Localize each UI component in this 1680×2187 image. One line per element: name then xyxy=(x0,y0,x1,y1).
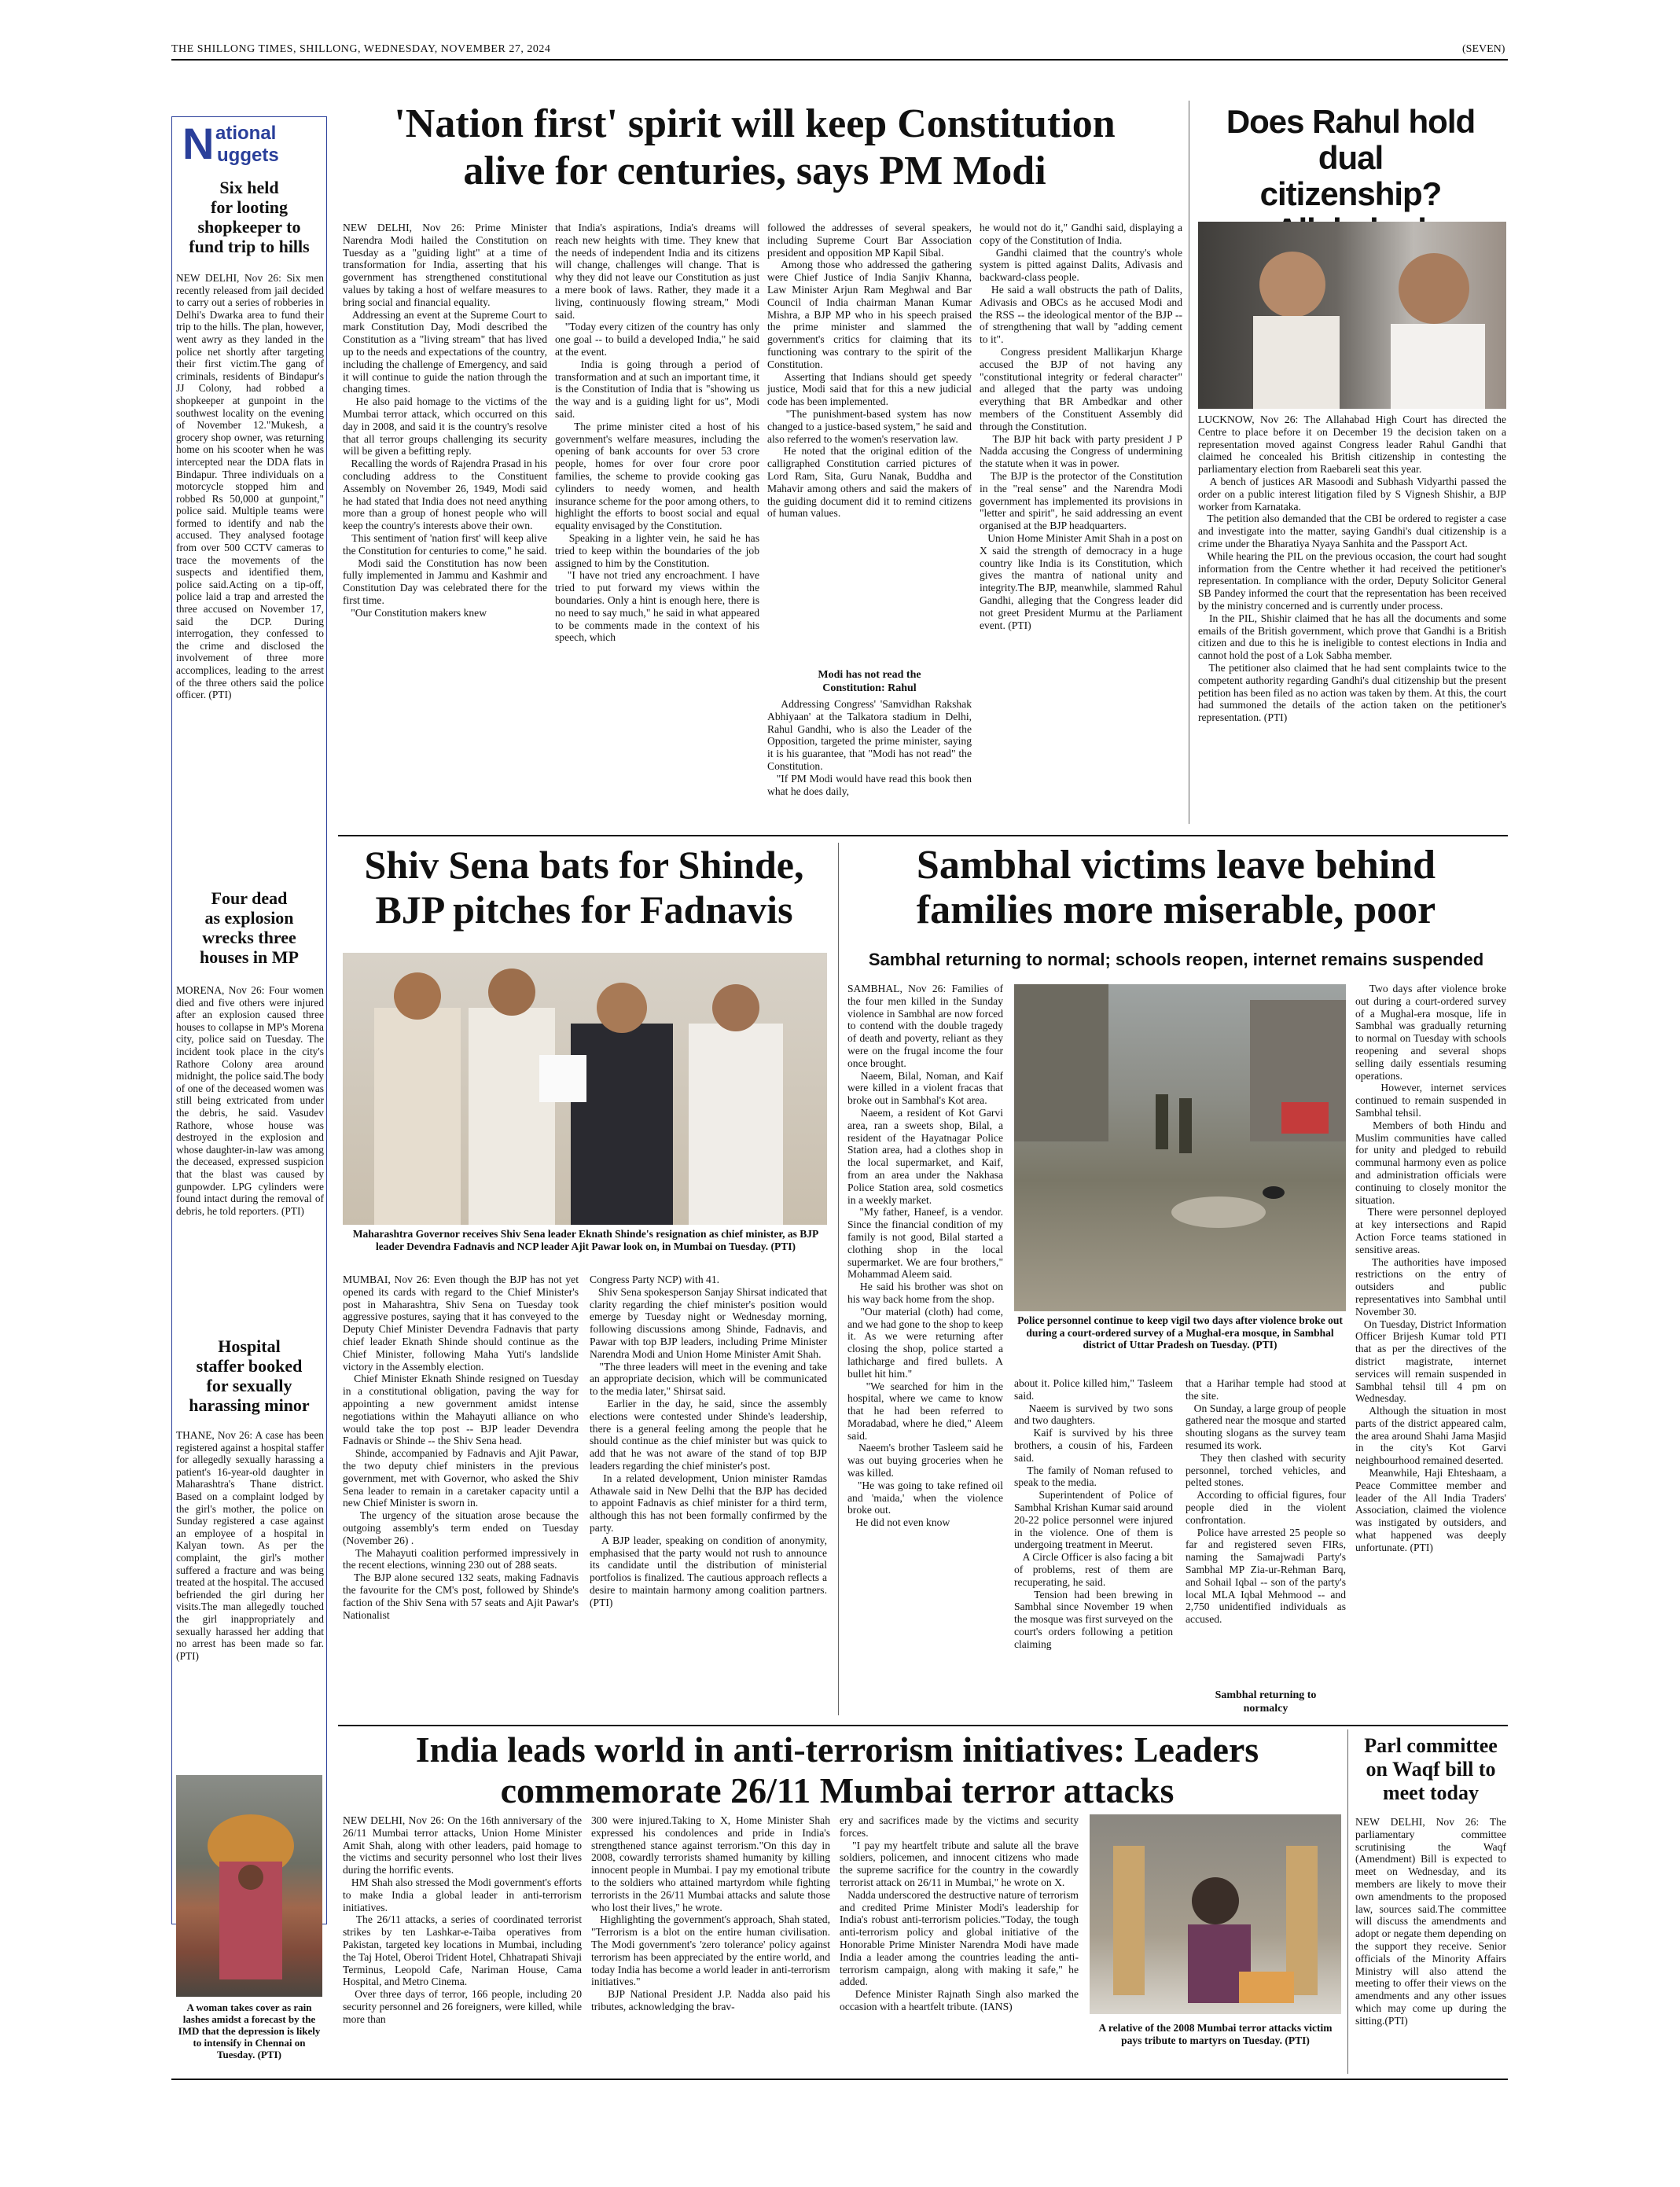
waqf-headline: Parl committee on Waqf bill to meet today xyxy=(1364,1734,1498,1804)
waqf-body: NEW DELHI, Nov 26: The parliamentary committee scrutinising the Waqf (Amendment) Bill is expected to meet on Wednesday, and its members are likely to move their own amendments to the proposed law, sources said.The committee will discuss the amendments and adopt or negate them depending on the support they receive. Senior officials of the Minority Affairs Ministry will also attend the meeting to offer their views on the amendments and any other issues which may come up during the sitting.(PTI) xyxy=(1355,1816,1509,2027)
nugget2-headline: Four dead as explosion wrecks three houses in MP xyxy=(200,888,299,967)
sambhal-headline: Sambhal victims leave behind families more miserable, poor xyxy=(916,843,1436,932)
sambhal-col3: that a Harihar temple had stood at the site. On Sunday, a large group of people gathered near the mosque and started shouting slogans as the survey team resumed its work. They then clashed with security personnel, torched vehicles, and pelted stones. According to official figures, four people died in the violent confrontation. Police have arrested 25 people so far and registered seven FIRs, naming the Samajwadi Party's Sambhal MP Zia-ur-Rehman Barq, and Sohail Iqbal -- son of the party's local MLA Iqbal Mehmood -- and 2,750 unidentified individuals as accused. xyxy=(1186,1377,1346,1626)
terror-col1: NEW DELHI, Nov 26: On the 16th anniversary of the 26/11 Mumbai terror attacks, Union Home Minister Amit Shah, along with other leaders, paid homage to the victims and security personnel who lost their lives during the horrific events. HM Shah also stressed the Modi government's efforts to make India a global leader in anti-terrorism initiatives. The 26/11 attacks, a series of coordinated terrorist strikes by ten Lashkar-e-Taiba operatives from Pakistan, targeted key locations in Mumbai, including the Taj Hotel, Oberoi Trident Hotel, Chhatrapati Shivaji Terminus, Leopold Cafe, Nariman House, Cama Hospital, and Metro Cinema. Over three days of terror, 166 people, including 20 security personnel and 26 foreigners, were killed, while more than xyxy=(343,1814,583,2025)
chennai-rain-photo xyxy=(176,1775,322,1997)
shivsena-divider xyxy=(838,843,839,1715)
modi-col1: NEW DELHI, Nov 26: Prime Minister Narendra Modi hailed the Constitution on Tuesday as a "guiding light" at a time of transformation for India, asserting that his government has strengthened constitutional values by taking a host of welfare measures to bring social and financial equality. Addressing an event at the Supreme Court to mark Constitution Day, Modi described the Constitution as a "living stream" that has lived up to the needs and expectations of the country, including the challenge of Emergency, and said it will continue to guide the nation through the changing times. He also paid homage to the victims of the Mumbai terror attack, which occurred on this day in 2008, and said it is the country's resolve that all terror groups challenging its security will be given a befitting reply. Recalling the words of Rajendra Prasad in his concluding address to the Constituent Assembly on November 26, 1949, Modi said he had stated that India does not need anything more than a group of honest people who will keep the country's interests above their own. This sentiment of 'nation first' will keep alive the Constitution for centuries to come," he said. Modi said the Constitution has now been fully implemented in Jammu and Kashmir and Constitution Day was celebrated there for the first time. "Our Constitution makers knew xyxy=(343,222,547,619)
rahul-headline: Does Rahul hold dual citizenship? xyxy=(1226,103,1476,212)
rahul-kharge-photo xyxy=(1198,222,1506,409)
nugget3-body: THANE, Nov 26: A case has been registered against a hospital staffer for allegedly sexually harassing a patient's 16-year-old daughter in Maharashtra's Thane district. Based on a complaint lodged by the girl's mother, the police on Sunday registered a case against an employee of a hospital in Kalyan town. As per the complaint, the girl's mother suffered a fracture and was being treated at the hospital. The accused befriended the girl during her visits.The man allegedly touched the girl inappropriately and sexually harassed her adding that no arrest has been made so far. (PTI) xyxy=(176,1429,327,1662)
waqf-divider xyxy=(1347,1729,1348,2074)
sambhal-col4: Two days after violence broke out during a court-ordered survey of a Mughal-era mosque, life in Sambhal was gradually returning to normal on Tuesday with schools reopening and several shops selling daily essentials resuming operations. However, internet services continued to remain suspended in Sambhal tehsil. Members of both Hindu and Muslim communities have called for unity and pledged to rebuild communal harmony even as police and administration officials were continuing to closely monitor the situation. There were personnel deployed at key intersections and Rapid Action Force teams stationed in sensitive areas. The authorities have imposed restrictions on the entry of outsiders and public representatives into Sambhal until November 30. On Tuesday, District Information Officer Brijesh Kumar told PTI that as per the directives of the district magistrate, internet services will remain suspended in Sambhal tehsil till 4 pm on Wednesday. Although the situation in most parts of the district appeared calm, the area around Shahi Jama Masjid in the city's Kot Garvi neighbourhood remained deserted. Meanwhile, Haji Ehteshaam, a Peace Committee member and leader of the All India Traders' Association, claimed the violence was instigated by outsiders, and what happened was deeply unfortunate. (PTI) xyxy=(1355,983,1506,1553)
terror-headline: India leads world in anti-terrorism initiatives: Leaders commemorate 26/11 Mumbai terror attacks xyxy=(415,1729,1259,1810)
modi-col2: that India's aspirations, India's dreams will reach new heights with time. They knew that the needs of independent India and its citizens will change, challenges will change. That is why they did not leave our Constitution as just a mere book of laws. Rather, they made it a living, continuously flowing stream," Modi said. "Today every citizen of the country has only one goal -- to build a developed India," he said at the event. India is going through a period of transformation and at such an important time, it is the Constitution of India that is "showing us the way and is a guiding light for us", Modi said. The prime minister cited a host of his government's welfare measures, including the opening of bank accounts for over 53 crore people, homes for over four crore poor families, the scheme to provide cooking gas cylinders to needy women, and health insurance scheme for the poor among others, to highlight the efforts to boost social and equal equality envisaged by the Constitution. Speaking in a lighter vein, he said he has tried to keep within the boundaries of the job assigned to him by the Constitution. "I have not tried any encroachment. I have tried to put forward my views within the boundaries. Only a hint is enough here, there is no need to say much," he said in what appeared to be comments made in the context of his speech, which xyxy=(555,222,759,644)
nuggets-logo xyxy=(182,119,318,175)
sambhal-col2: about it. Police killed him," Tasleem said. Naeem is survived by two sons and two daughters. Kaif is survived by his three brothers, a cousin of his, Fardeen said. The family of Noman refused to speak to the media. Superintendent of Police of Sambhal Krishan Kumar said around 20-22 police personnel were injured in the violence. One of them is undergoing treatment in Meerut. A Circle Officer is also facing a bit of problems, rest of them are recuperating, he said. Tension had been brewing in Sambhal since November 19 when the mosque was first surveyed on the court's orders following a petition claiming xyxy=(1014,1377,1173,1650)
header-rule xyxy=(171,59,1508,61)
modi-col3a: followed the addresses of several speakers, including Supreme Court Bar Association president and opposition MP Kapil Sibal. Among those who addressed the gathering were Chief Justice of India Sanjiv Khanna, Law Minister Arjun Ram Meghwal and Bar Council of India chairman Manan Kumar Mishra, a BJP MP who in his speech praised the prime minister and slammed the government's critics for claiming that its functioning was contrary to the spirit of the Constitution. Asserting that Indians should get speedy justice, Modi said that for this a new judicial code has been implemented. "The punishment-based system has now changed to a justice-based system," he said and also referred to the women's reservation law. He noted that the original edition of the calligraphed Constitution carried pictures of Lord Ram, Sita, Guru Nanak, Buddha and Mahavir among others and said the makers of the guiding document did it to remind citizens of human values. xyxy=(767,222,972,520)
tribute-photo-caption: A relative of the 2008 Mumbai terror attacks victim pays tribute to martyrs on Tuesday. (PTI) xyxy=(1098,2022,1333,2046)
shinde-resignation-photo xyxy=(343,953,827,1225)
chennai-rain-caption: A woman takes cover as rain lashes amidst a forecast by the IMD that the depression is likely to intensify in Chennai on Tuesday. (PTI) xyxy=(178,2001,321,2060)
nuggets-logo-line2: uggets xyxy=(217,145,279,166)
terror-col3: ery and sacrifices made by the victims and security forces. "I pay my heartfelt tribute and salute all the brave soldiers, policemen, and innocent citizens who made the supreme sacrifice for the country in the cowardly terrorist attack on 26/11 in Mumbai," he wrote on X. Nadda underscored the destructive nature of terrorism and credited Prime Minister Modi's leadership for India's robust anti-terrorism policies."Today, the tough anti-terrorism policy and global initiative of the Honorable Prime Minister Narendra Modi have made India a leader among the countries leading the anti-terrorism campaign, along with making it safe," he added. Defence Minister Rajnath Singh also marked the occasion with a heartfelt tribute. (IANS) xyxy=(840,1814,1079,2012)
terror-col2: 300 were injured.Taking to X, Home Minister Shah expressed his condolences and pride in India's strengthened stance against terrorism."On this day in 2008, cowardly terrorists shamed humanity by killing innocent people in Mumbai. I pay my emotional tribute to the soldiers who attained martyrdom while fighting terrorists in the 26/11 Mumbai attacks and salute those who lost their lives," he wrote. Highlighting the government's approach, Shah stated, "Terrorism is a blot on the entire human civilisation. The Modi government's 'zero tolerance' policy against terrorism has been appreciated by the entire world, and today India has become a world leader in anti-terrorism initiatives." BJP National President J.P. Nadda also paid his tributes, acknowledging the brav- xyxy=(591,1814,830,2012)
shivsena-col1: MUMBAI, Nov 26: Even though the BJP has not yet opened its cards with regard to the Chief Minister's post in Maharashtra, Shiv Sena on Tuesday took aggressive postures, saying that it has conveyed to the Deputy Chief Minister Devendra Fadnavis that party chief leader Eknath Shinde should continue as the Chief Minister, following Maha Yuti's landslide victory in the Assembly election. Chief Minister Eknath Shinde resigned on Tuesday in a constitutional obligation, paving the way for appointing a new government amidst intense negotiations within the Mahayuti alliance on who would take the top post -- BJP leader Devendra Fadnavis or Shinde -- the Shiv Sena head. Shinde, accompanied by Fadnavis and Ajit Pawar, the two deputy chief ministers in the previous government, met with Governor, who asked the Shiv Sena leader to remain in a caretaker capacity until a new Chief Minister is sworn in. The urgency of the situation arose because the outgoing assembly's term ended on Tuesday (November 26) . The Mahayuti coalition performed impressively in the recent elections, winning 230 out of 288 seats. The BJP alone secured 132 seats, making Fadnavis the favourite for the CM's post, followed by Shinde's faction of the Shiv Sena with 57 seats and Ajit Pawar's Nationalist xyxy=(343,1274,579,1621)
nuggets-logo-line1: ational xyxy=(215,123,277,144)
shivsena-headline: Shiv Sena bats for Shinde, BJP pitches for Fadnavis xyxy=(364,843,804,932)
nugget3-headline: Hospital staffer booked for sexually harassing minor xyxy=(189,1336,310,1415)
modi-col4: he would not do it," Gandhi said, displaying a copy of the Constitution of India. Gandhi claimed that the country's whole system is pitted against Dalits, Adivasis and backward-class people. He said a wall obstructs the path of Dalits, Adivasis and OBCs as he accused Modi and the RSS -- the ideological mentor of the BJP -- of strengthening that wall by "adding cement to it". Congress president Mallikarjun Kharge accused the BJP of not having any "constitutional integrity or federal character" and alleged that the party was undoing everything that BR Ambedkar and other members of the Constituent Assembly did through the Constitution. The BJP hit back with party president J P Nadda accusing the Congress of undermining the statute when it was in power. The BJP is the protector of the Constitution in the "real sense" and the Narendra Modi government has implemented its provisions in "letter and spirit", he said addressing an event organised at the BJP headquarters. Union Home Minister Amit Shah in a post on X said the strength of democracy in a huge country like India is its Constitution, which gives the mantra of national unity and integrity.The BJP, meanwhile, slammed Rahul Gandhi, alleging that the Congress leader did not greet President Murmu at the Parliament event. (PTI) xyxy=(980,222,1183,631)
nugget2-body: MORENA, Nov 26: Four women died and five others were injured after an explosion caused three houses to collapse in MP's Morena city, police said on Tuesday. The incident took place in the city's Rathore Colony area around midnight, the police said.The body of one of the deceased women was still being extricated from under the debris, he said. Vasudev Rathore, whose house was destroyed in the explosion and whose daughter-in-law was among the deceased, expressed suspicion that the blast was caused by gunpowder. LPG cylinders were found intact during the removal of debris, he told reporters. (PTI) xyxy=(176,984,327,1217)
sambhal-col3-subhead: Sambhal returning to normalcy xyxy=(1215,1689,1317,1715)
sambhal-subhead: Sambhal returning to normal; schools reopen, internet remains suspended xyxy=(868,950,1484,969)
nugget1-body: NEW DELHI, Nov 26: Six men recently released from jail decided to carry out a series of robberies in Delhi's Dwarka area to fund their trip to the hills. The plan, however, went awry as they landed in the police net shortly after targeting their first victim.The gang of criminals, residents of Bindapur's JJ Colony, had robbed a shopkeeper at gunpoint in the southwest locality on the evening of November 12."Mukesh, a grocery shop owner, was returning home on his scooter when he was intercepted near the DDA flats in Bindapur. Three individuals on a motorcycle stopped him and robbed Rs 50,000 at gunpoint," police said. Multiple teams were formed to identify and nab the accused. They analysed footage from over 500 CCTV cameras to trace the movements of the suspects and identified them, police said.Acting on a tip-off, police laid a trap and arrested the three accused on November 17, said the DCP. During interrogation, they confessed to the crime and disclosed the involvement of three more accomplices, leading to the arrest of the three others said the police officer. (PTI) xyxy=(176,272,327,701)
footer-rule xyxy=(171,2079,1508,2080)
row2-rule xyxy=(338,1725,1508,1726)
modi-col3b: Addressing Congress' 'Samvidhan Rakshak Abhiyaan' at the Talkatora stadium in Delhi, Rahul Gandhi, who is also the Leader of the Opposition, targeted the prime minister, saying it is his guarantee, that "Modi has not read" the Constitution. "If PM Modi would have read this book then what he does daily, xyxy=(767,698,972,797)
sambhal-police-photo xyxy=(1014,984,1346,1311)
tribute-photo xyxy=(1090,1814,1341,2014)
shivsena-col2: Congress Party NCP) with 41. Shiv Sena spokesperson Sanjay Shirsat indicated that clarity regarding the chief minister's position would emerge by Tuesday night or Wednesday morning, following discussions among Shinde, Fadnavis, and Pawar with top BJP leaders, including Prime Minister Narendra Modi and Union Home Minister Amit Shah. "The three leaders will meet in the evening and take an appropriate decision, which will be communicated to the media later," Shirsat said. Earlier in the day, he said, since the assembly elections were contested under Shinde's leadership, there is a general feeling among the people that he should continue as the chief minister but was quick to add that he was not aware of the stand of top BJP leaders regarding the chief minister's post. In a related development, Union minister Ramdas Athawale said in New Delhi that the BJP has decided to appoint Fadnavis as chief minister for a third term, although this has not been formally confirmed by the party. A BJP leader, speaking on condition of anonymity, emphasised that the party would not rush to announce its candidate until the distribution of ministerial portfolios is finalized. The cautious approach reflects a desire to maintain harmony among coalition partners. (PTI) xyxy=(590,1274,828,1608)
row1-rule xyxy=(338,835,1508,836)
rahul-body: LUCKNOW, Nov 26: The Allahabad High Court has directed the Centre to place before it on December 19 the decision taken on a representation moved against Congress leader Rahul Gandhi that claimed he concealed his British citizenship in contesting the parliamentary election from Raebareli seat this year. A bench of justices AR Masoodi and Subhash Vidyarthi passed the order on a public interest litigation filed by S Vignesh Shishir, a BJP worker from Karnataka. The petition also demanded that the CBI be ordered to register a case and investigate into the matter, saying Gandhi's dual citizenship is a crime under the Bharatiya Nyaya Sanhita and the Passport Act. While hearing the PIL on the previous occasion, the court had sought information from the Centre whether it had received the petitioner's representation. In compliance with the order, Deputy Solicitor General SB Pandey informed the court that the representation has been received by the ministry concerned and is currently under process. In the PIL, Shishir claimed that he has all the documents and some emails of the British government, which prove that Gandhi is a British citizen and due to this he is ineligible to contest elections in India and cannot hold the post of a Lok Sabha member. The petitioner also claimed that he had sent complaints twice to the competent authority regarding Gandhi's dual citizenship but the present petition has been filed as no action was taken by them. At this, the court had summoned the details of the action taken on the petitioner's representation. (PTI) xyxy=(1198,414,1506,724)
sambhal-photo-caption: Police personnel continue to keep vigil two days after violence broke out during a court-ordered survey of a Mughal-era mosque, in Sambhal district of Uttar Pradesh on Tuesday. (PTI) xyxy=(1017,1314,1343,1351)
nugget1-headline: Six held for looting shopkeeper to fund trip to hills xyxy=(189,178,310,256)
masthead-left: THE SHILLONG TIMES, SHILLONG, WEDNESDAY, NOVEMBER 27, 2024 xyxy=(171,43,551,55)
page-number: (SEVEN) xyxy=(1462,43,1505,55)
modi-headline: 'Nation first' spirit will keep Constitution alive for centuries, says PM Modi xyxy=(394,101,1116,193)
modi-subhead: Modi has not read the Constitution: Rahul xyxy=(818,669,921,694)
nuggets-logo-n: N xyxy=(182,119,215,168)
shinde-photo-caption: Maharashtra Governor receives Shiv Sena leader Eknath Shinde's resignation as chief minister, as BJP leader Devendra Fadnavis and NCP leader Ajit Pawar look on, in Mumbai on Tuesday. (PTI) xyxy=(352,1228,819,1252)
sambhal-col1: SAMBHAL, Nov 26: Families of the four men killed in the Sunday violence in Sambhal are now forced to contend with the double tragedy of death and poverty, reliant as they were on the frugal income the four once brought. Naeem, Bilal, Noman, and Kaif were killed in a violent fracas that broke out in Sambhal's Kot area. Naeem, a resident of Kot Garvi area, ran a sweets shop, Bilal, a resident of the Hayatnagar Police Station area, had a clothes shop in the local supermarket, and Kaif, from an area under the Nakhasa Police Station area, sold cosmetics in a weekly market. "My father, Haneef, is a vendor. Since the financial condition of my family is not good, Bilal started a clothing shop in the local supermarket. We are four brothers," Mohammad Aleem said. He said his brother was shot on his way back home from the shop. "Our material (cloth) had come, and we had gone to the shop to keep it. As we were returning after closing the shop, police started a lathicharge and fired bullets. A bullet hit him." "We searched for him in the hospital, where we came to know that he had been referred to Moradabad, where he died," Aleem said. Naeem's brother Tasleem said he was out buying groceries when he was killed. "He was going to take refined oil and 'maida,' when the violence broke out. He did not even know xyxy=(847,983,1004,1529)
